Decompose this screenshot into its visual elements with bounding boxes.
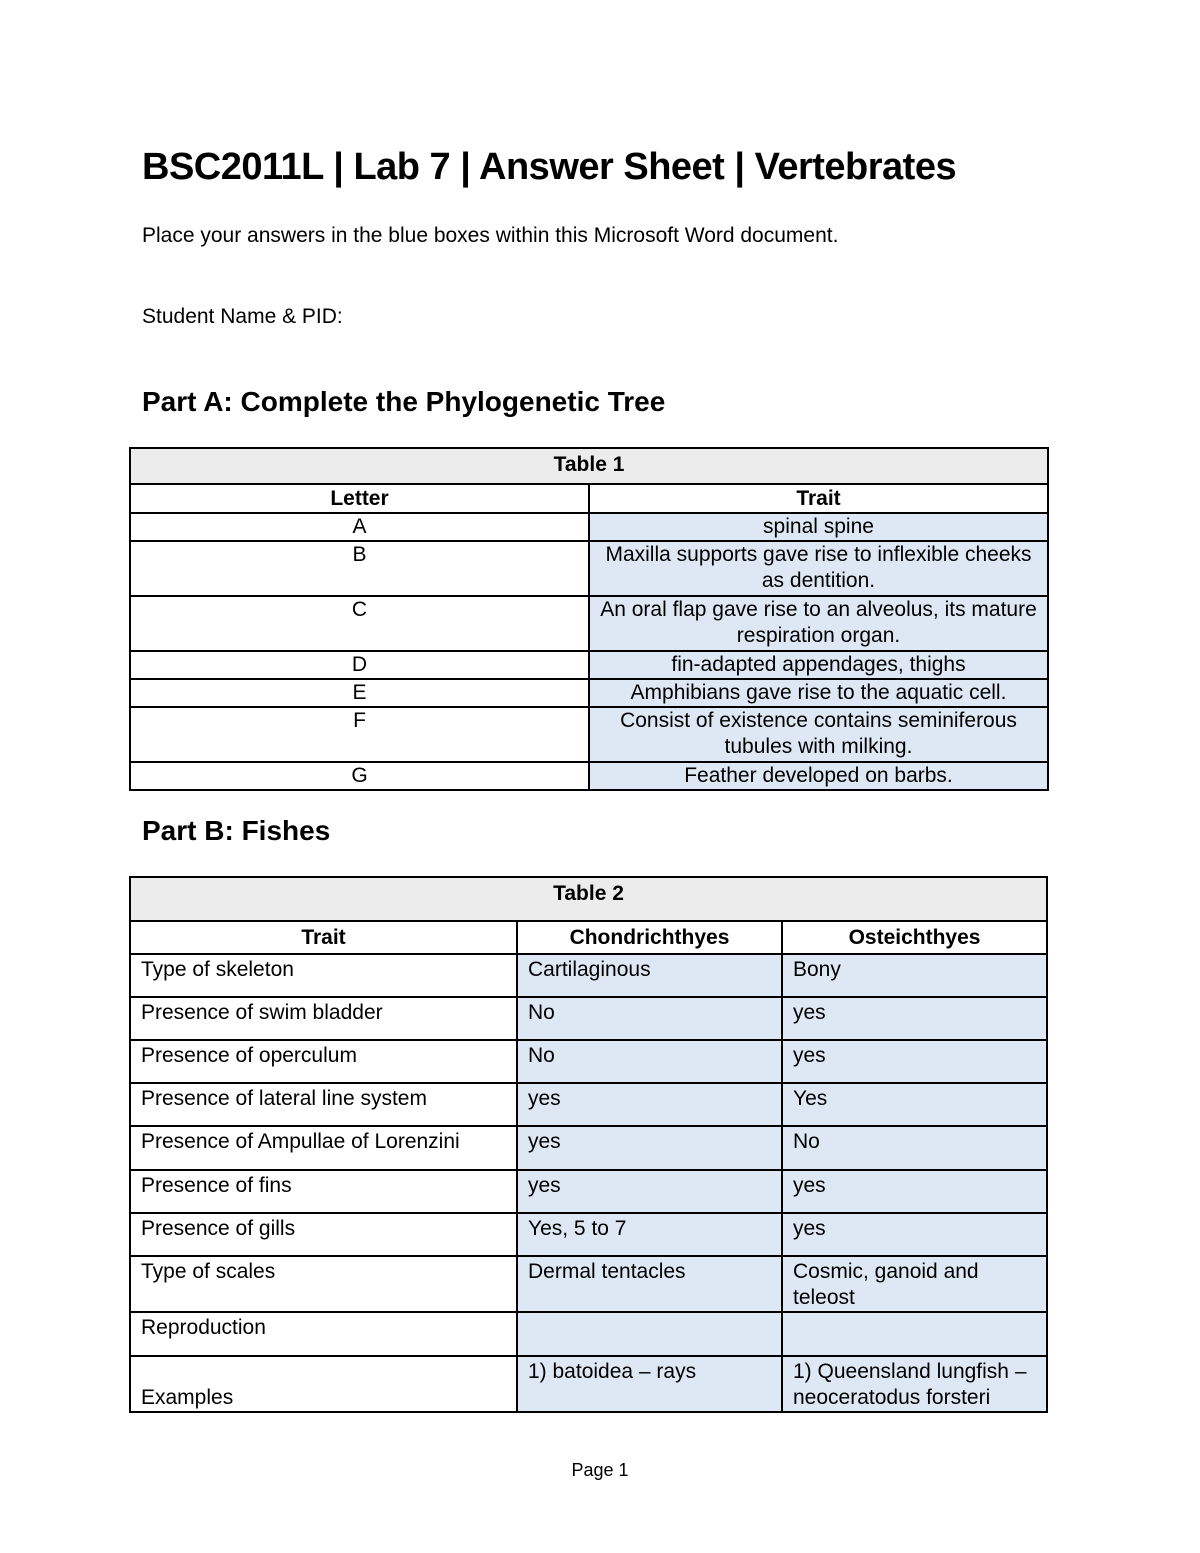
trait-answer-box[interactable]: fin-adapted appendages, thighs [589, 651, 1048, 679]
trait-answer-box[interactable]: Feather developed on barbs. [589, 762, 1048, 790]
table-row [130, 541, 1048, 596]
table-row [130, 1312, 1047, 1356]
osteichthyes-answer-box[interactable]: yes [782, 1040, 1047, 1083]
letter-cell: E [130, 679, 589, 707]
chondrichthyes-answer-box[interactable]: Yes, 5 to 7 [517, 1213, 782, 1256]
table-row [130, 651, 1048, 679]
table-2-header-trait: Trait [130, 921, 517, 954]
table-row [130, 1356, 1047, 1412]
letter-cell: D [130, 651, 589, 679]
osteichthyes-answer-box[interactable]: Bony [782, 954, 1047, 997]
osteichthyes-answer-box[interactable]: No [782, 1126, 1047, 1170]
letter-cell: F [130, 707, 589, 762]
chondrichthyes-answer-box[interactable]: 1) batoidea – rays [517, 1356, 782, 1412]
table-1 [129, 447, 1049, 791]
page-number: Page 1 [571, 1460, 629, 1480]
osteichthyes-answer-box[interactable]: Yes [782, 1083, 1047, 1126]
trait-label-cell: Examples [130, 1356, 517, 1412]
chondrichthyes-answer-box[interactable]: yes [517, 1170, 782, 1213]
chondrichthyes-answer-box[interactable] [517, 1312, 782, 1356]
trait-label-cell: Presence of fins [130, 1170, 517, 1213]
table-row [130, 1126, 1047, 1170]
table-row [130, 1256, 1047, 1312]
chondrichthyes-answer-box[interactable]: yes [517, 1083, 782, 1126]
part-b-heading: Part B: Fishes [142, 815, 331, 846]
letter-cell: C [130, 596, 589, 651]
trait-label-cell: Presence of gills [130, 1213, 517, 1256]
letter-cell: A [130, 513, 589, 541]
trait-answer-box[interactable]: spinal spine [589, 513, 1048, 541]
trait-answer-box[interactable]: Amphibians gave rise to the aquatic cell. [589, 679, 1048, 707]
osteichthyes-answer-box[interactable]: 1) Queensland lungfish – neoceratodus forsteri [782, 1356, 1047, 1412]
student-name-label: Student Name & PID: [142, 305, 343, 328]
part-a-heading: Part A: Complete the Phylogenetic Tree [142, 386, 666, 417]
trait-answer-box[interactable]: An oral flap gave rise to an alveolus, its mature respiration organ. [589, 596, 1048, 651]
chondrichthyes-answer-box[interactable]: No [517, 997, 782, 1040]
trait-label-cell: Presence of swim bladder [130, 997, 517, 1040]
osteichthyes-answer-box[interactable]: Cosmic, ganoid and teleost [782, 1256, 1047, 1312]
letter-cell: G [130, 762, 589, 790]
trait-label-cell: Presence of Ampullae of Lorenzini [130, 1126, 517, 1170]
chondrichthyes-answer-box[interactable]: Cartilaginous [517, 954, 782, 997]
table-2-header-chondrichthyes: Chondrichthyes [517, 921, 782, 954]
table-row [130, 762, 1048, 790]
trait-label-cell: Type of scales [130, 1256, 517, 1312]
table-row [130, 1213, 1047, 1256]
table-1-caption: Table 1 [130, 448, 1048, 484]
table-1-header-letter: Letter [130, 484, 589, 513]
trait-label-cell: Presence of lateral line system [130, 1083, 517, 1126]
table-row [130, 679, 1048, 707]
osteichthyes-answer-box[interactable] [782, 1312, 1047, 1356]
table-row [130, 1083, 1047, 1126]
table-row [130, 1170, 1047, 1213]
table-row [130, 1040, 1047, 1083]
table-1-header-trait: Trait [589, 484, 1048, 513]
osteichthyes-answer-box[interactable]: yes [782, 997, 1047, 1040]
trait-answer-box[interactable]: Maxilla supports gave rise to inflexible cheeks as dentition. [589, 541, 1048, 596]
table-row [130, 513, 1048, 541]
trait-answer-box[interactable]: Consist of existence contains seminiferous tubules with milking. [589, 707, 1048, 762]
osteichthyes-answer-box[interactable]: yes [782, 1170, 1047, 1213]
table-2-caption: Table 2 [130, 877, 1047, 921]
osteichthyes-answer-box[interactable]: yes [782, 1213, 1047, 1256]
table-row [130, 707, 1048, 762]
letter-cell: B [130, 541, 589, 596]
table-2 [129, 876, 1048, 1413]
document-title: BSC2011L | Lab 7 | Answer Sheet | Vertebrates [142, 146, 957, 188]
chondrichthyes-answer-box[interactable]: Dermal tentacles [517, 1256, 782, 1312]
table-2-header-osteichthyes: Osteichthyes [782, 921, 1047, 954]
chondrichthyes-answer-box[interactable]: yes [517, 1126, 782, 1170]
chondrichthyes-answer-box[interactable]: No [517, 1040, 782, 1083]
table-row [130, 954, 1047, 997]
trait-label-cell: Type of skeleton [130, 954, 517, 997]
instructions-text: Place your answers in the blue boxes within this Microsoft Word document. [142, 224, 839, 247]
trait-label-cell: Reproduction [130, 1312, 517, 1356]
table-row [130, 997, 1047, 1040]
trait-label-cell: Presence of operculum [130, 1040, 517, 1083]
table-row [130, 596, 1048, 651]
